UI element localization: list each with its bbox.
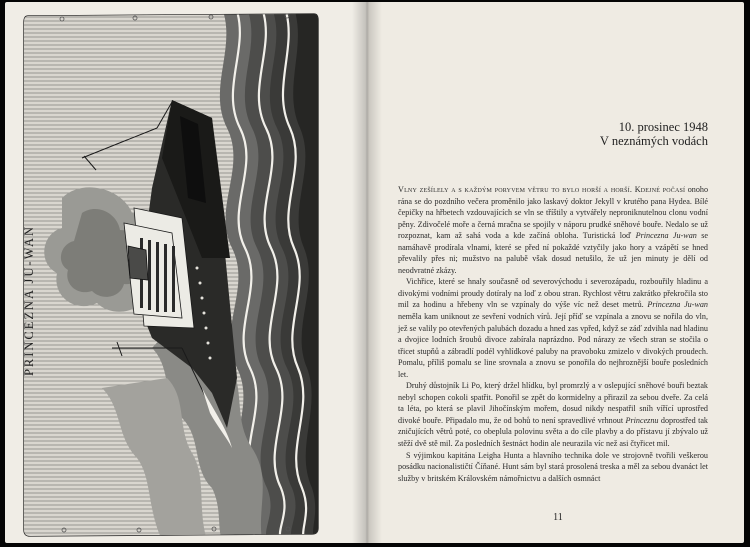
ship-name-italic: Princezna Ju-wan — [647, 300, 708, 310]
paragraph — [398, 380, 708, 449]
paragraph-text: onoho rána se do pozdního večera proměnilo jako laskavý doktor Jekyll v krutého pana Hydea. Bílé čepičky na hřbetech vzdouvajících se vln se tříštily a vytvářely neproniknutelnou clonu vodní pěny. Zdivočelé moře a černá mračna se spojily v náporu prudké sněhové bouře. Nedalo se už rozpoznat, kam až sahá voda a kde začíná obloha. Turistická loď — [398, 185, 709, 241]
paragraph — [398, 276, 708, 380]
paragraph-text: Vichřice, které se hnaly současně od severovýchodu i severozápadu, rozbouřily hladinu a divokými vodními proudy dotíraly na loď z obou stran. Rychlost větru zakrátko překročila sto mil za hodinu a hřebeny vln se vzpínaly do výše víc než deset metrů. — [398, 277, 708, 310]
ship-illustration — [22, 8, 322, 540]
chapter-body — [398, 184, 708, 484]
chapter-heading — [560, 120, 708, 148]
page-number: 11 — [553, 512, 563, 523]
paragraph-lead: Vlny zešílely a s každým poryvem větru to bylo horší a horší. Kdejné počasí — [398, 185, 686, 194]
caption-text: PRINCEZNA JU-WAN — [22, 224, 37, 376]
paragraph-text: doprostřed tak zničujících větrů poté, co obeplula polovinu světa a do cíle plavby a do přístavu jí zbývalo už stěží dvě stě mil. Za posledních šestnáct hodin ale neurazila víc než asi čtyřicet mil. — [398, 415, 708, 449]
paragraph — [398, 184, 708, 276]
ship-name-italic: Princeznu — [625, 415, 659, 425]
paragraph-text: S výjimkou kapitána Leigha Hunta a hlavního technika dole ve strojovně tvořili veškerou posádku nacionalističtí Číňané. Hunt sám byl stará prosolená treska a měl za sebou dvanáct let služby v britském Královském námořnictvu a dalších osmnáct — [398, 450, 708, 483]
ship-name-italic: Princezna Ju-wan — [635, 231, 697, 241]
paragraph-text: neměla kam uniknout ze sevření vodních vírů. Její příď se vzpínala a znovu se nořila do vln, jež se valily po otevřených palubách dozadu a hned zas vpřed, když se záď zdvihla nad hladinu a dvojice lodních šroubů divoce zabírala naprázdno. Pod nárazy ze všech stran se stočila o třicet stupňů a zábradlí podél vyhlídkové paluby na pravoboku zmizelo v divokých proudech. Pomalu, příliš pomalu se line srovnala a znovu se ponořila do nejhroznější bouře posledních let. — [398, 312, 708, 379]
paragraph — [398, 450, 708, 485]
heading-date: 10. prosinec 1948 — [618, 120, 708, 134]
illustration-caption — [20, 200, 40, 400]
heading-place: V neznámých vodách — [599, 134, 708, 148]
paragraph-text: Druhý důstojník Li Po, který držel hlídku, byl promrzlý a v oslepující sněhové bouři beztak nebyl schopen cokoli spatřit. Ponořil se zpět do kormidelny a přirazil za sebou dveře. Za celá ta léta, po která se plavil Jihočínským mořem, dosud nikdy nespatřil sníh vířící uprostřed divoké bouře. Připadalo mu, že od bohů to není spravedlivé vrhnout — [398, 381, 708, 425]
paragraph-text: se namáhavě prodírala vlnami, které se před ní pokaždé vztyčily jako hory a vzápětí se hned převalily přes ni; mužstvo na palubě však dosud netušilo, že už jen minuty je dělí od neodvratné zkázy. — [398, 231, 708, 275]
